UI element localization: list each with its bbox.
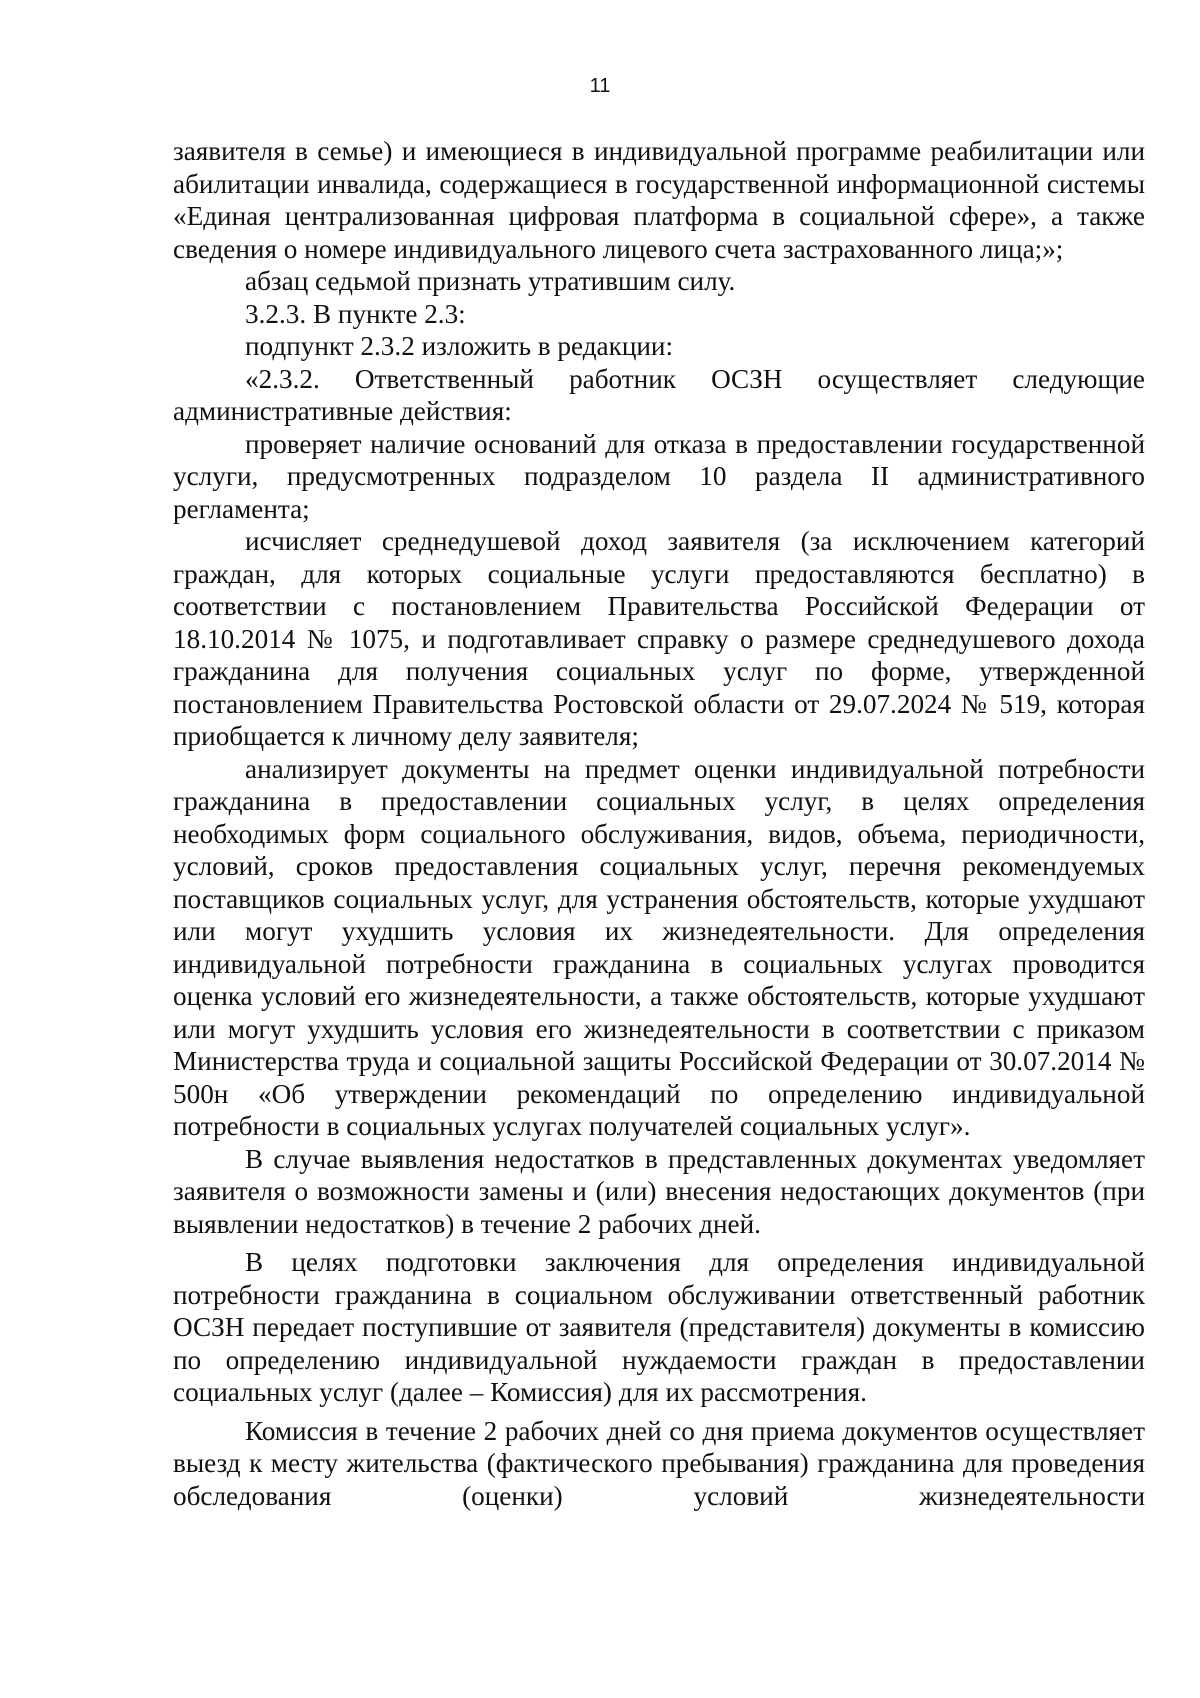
paragraph-commission-visit: Комиссия в течение 2 рабочих дней со дня приема документов осуществляет выезд к месту жительства (фактического пребывания) гражданина для проведения обследования (оценки) условий жизнедеятельности xyxy=(173,1415,1145,1511)
paragraph-commission-transfer: В целях подготовки заключения для определения индивидуальной потребности гражданина в социальном обслуживании ответственный работник ОСЗН передает поступившие от заявителя (представителя) документы в комиссию по определению индивидуальной нуждаемости граждан в предоставлении социальных услуг (далее – Комиссия) для их рассмотрения. xyxy=(173,1247,1145,1407)
paragraph-deficiency-notice: В случае выявления недостатков в представленных документах уведомляет заявителя о возможности замены и (или) внесения недостающих документов (при выявлении недостатков) в течение 2 рабочих дней. xyxy=(173,1143,1145,1239)
paragraph-actions-intro: «2.3.2. Ответственный работник ОСЗН осуществляет следующие административные действия: xyxy=(173,363,1145,426)
paragraph-subclause-intro: подпункт 2.3.2 изложить в редакции: xyxy=(245,331,674,361)
paragraph-income-calculation: исчисляет среднедушевой доход заявителя (за исключением категорий граждан, для которых социальные услуги предоставляются бесплатно) в соответствии с постановлением Правительства Российской Федерации от 18.10.2014 № 1075, и подготавливает справку о размере среднедушевого дохода гражданина для получения социальных услуг по форме, утвержденной постановлением Правительства Ростовской области от 29.07.2024 № 519, которая приобщается к личному делу заявителя; xyxy=(173,526,1145,751)
page-number: 11 xyxy=(589,75,611,97)
document-body xyxy=(173,135,1145,1512)
paragraph-continuation: заявителя в семье) и имеющиеся в индивидуальной программе реабилитации или абилитации инвалида, содержащиеся в государственной информационной системы «Единая централизованная цифровая платформа в социальной сфере», а также сведения о номере индивидуального лицевого счета застрахованного лица;»; xyxy=(173,136,1145,264)
paragraph-check-grounds: проверяет наличие оснований для отказа в предоставлении государственной услуги, предусмотренных подразделом 10 раздела II административного регламента; xyxy=(173,428,1145,524)
paragraph-abzac-removal: абзац седьмой признать утратившим силу. xyxy=(245,266,736,296)
paragraph-clause-heading: 3.2.3. В пункте 2.3: xyxy=(245,298,466,329)
paragraph-document-analysis: анализирует документы на предмет оценки индивидуальной потребности гражданина в предоставлении социальных услуг, в целях определения необходимых форм социального обслуживания, видов, объема, периодичности, условий, сроков предоставления социальных услуг, перечня рекомендуемых поставщиков социальных услуг, для устранения обстоятельств, которые ухудшают или могут ухудшить условия их жизнедеятельности. Для определения индивидуальной потребности гражданина в социальных услугах проводится оценка условий его жизнедеятельности, а также обстоятельств, которые ухудшают или могут ухудшить условия его жизнедеятельности в соответствии с приказом Министерства труда и социальной защиты Российской Федерации от 30.07.2014 № 500н «Об утверждении рекомендаций по определению индивидуальной потребности в социальных услугах получателей социальных услуг». xyxy=(173,753,1145,1141)
